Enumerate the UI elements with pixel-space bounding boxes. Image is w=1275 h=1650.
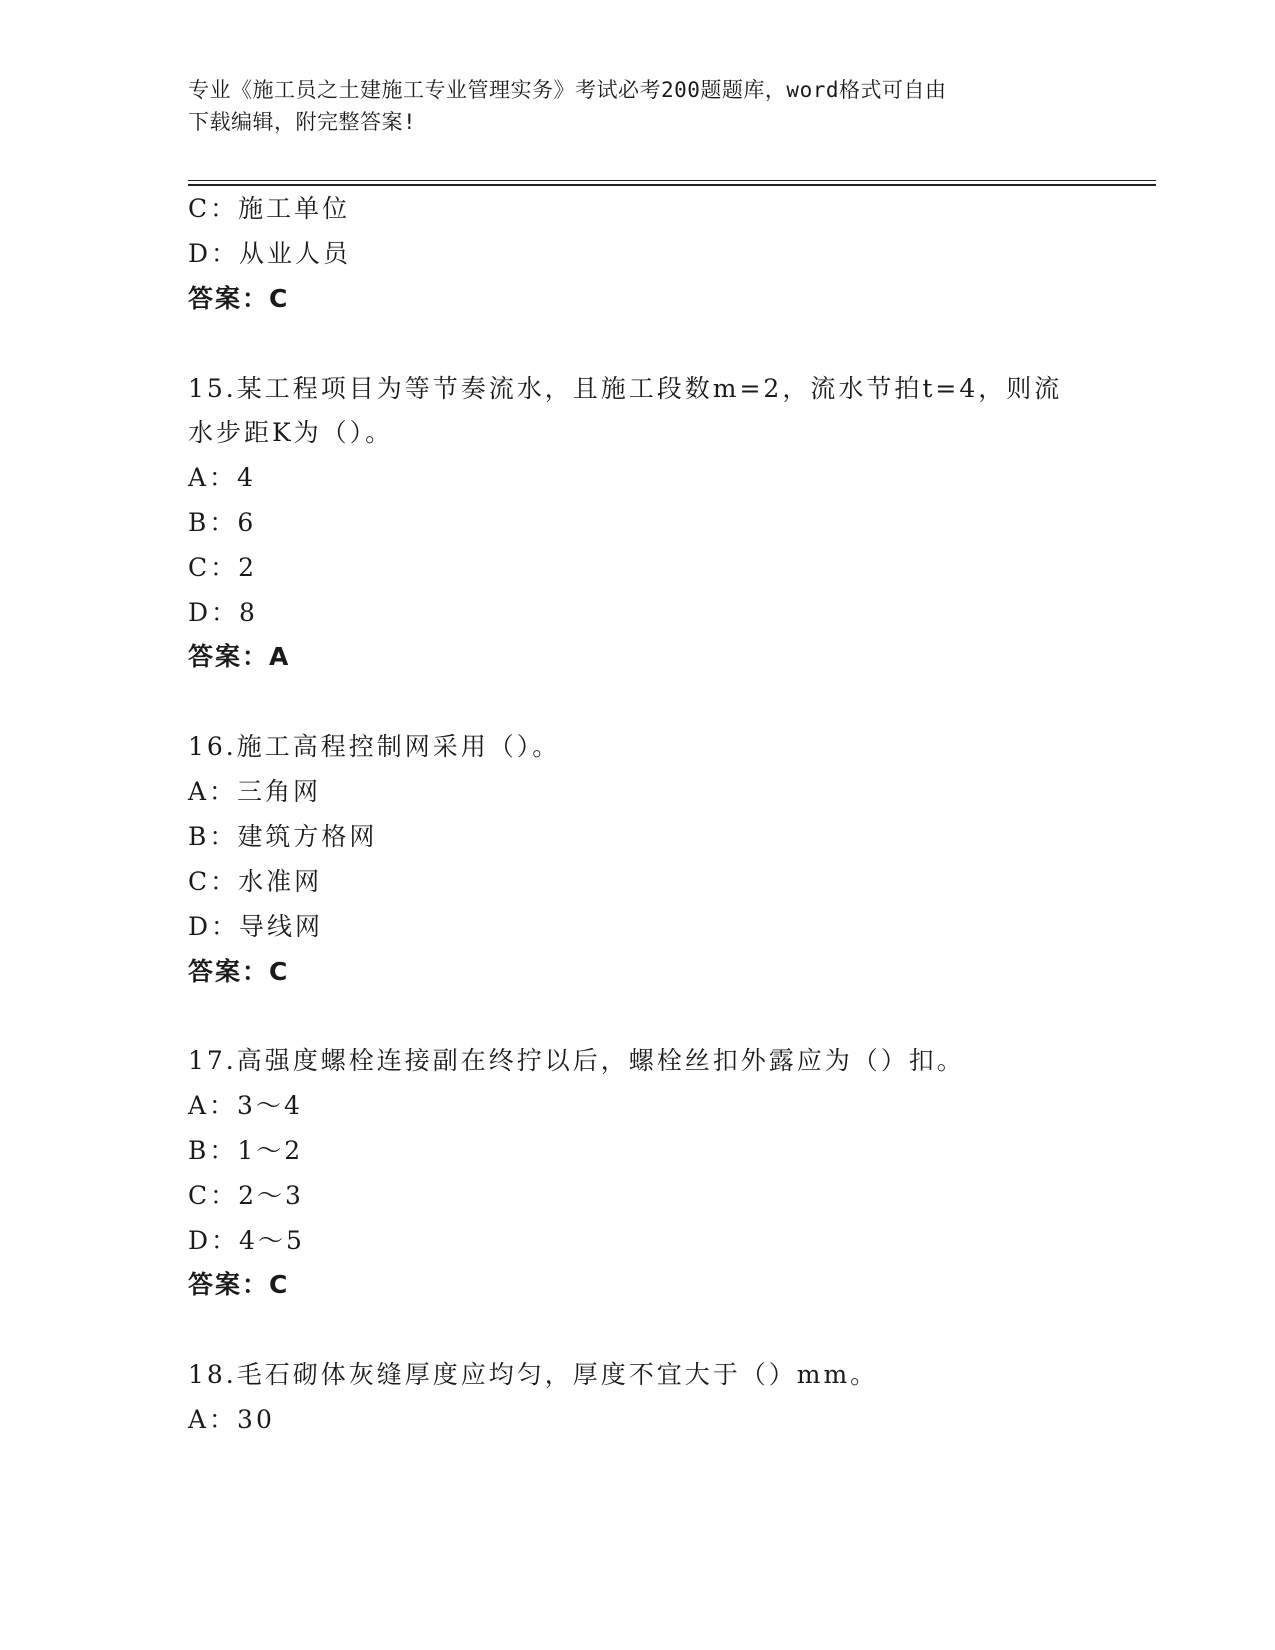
option-line: C：2 [188,553,258,582]
question-line: 17.高强度螺栓连接副在终拧以后，螺栓丝扣外露应为（）扣。 [188,1046,965,1075]
question-line: 18.毛石砌体灰缝厚度应均匀，厚度不宜大于（）mm。 [188,1360,879,1389]
answer-line: 答案：C [188,1270,290,1299]
question-line: 16.施工高程控制网采用（）。 [188,732,561,761]
header-line-1: 专业《施工员之土建施工专业管理实务》考试必考200题题库，word格式可自由 [188,78,947,102]
header-line-2: 下载编辑，附完整答案! [188,110,417,134]
option-line: A：3～4 [188,1091,303,1120]
option-line: C：施工单位 [188,194,351,223]
option-line: D：4～5 [188,1226,305,1255]
header-rule-thin [188,180,1156,181]
option-line: C：水准网 [188,867,323,896]
option-line: C：2～3 [188,1181,304,1210]
answer-line: 答案：C [188,957,290,986]
option-line: A：4 [188,463,256,492]
question-line: 水步距K为（）。 [188,418,394,447]
option-line: D：导线网 [188,912,324,941]
document-header [188,74,1068,138]
option-line: A：三角网 [188,777,322,806]
option-line: B：6 [188,508,257,537]
option-line: D：从业人员 [188,239,352,268]
option-line: B：1～2 [188,1136,304,1165]
option-line: B：建筑方格网 [188,822,378,851]
option-line: A：30 [188,1405,275,1434]
answer-line: 答案：A [188,642,291,671]
question-line: 15.某工程项目为等节奏流水，且施工段数m=2，流水节拍t=4，则流 [188,374,1063,403]
option-line: D：8 [188,598,258,627]
answer-line: 答案：C [188,284,290,313]
